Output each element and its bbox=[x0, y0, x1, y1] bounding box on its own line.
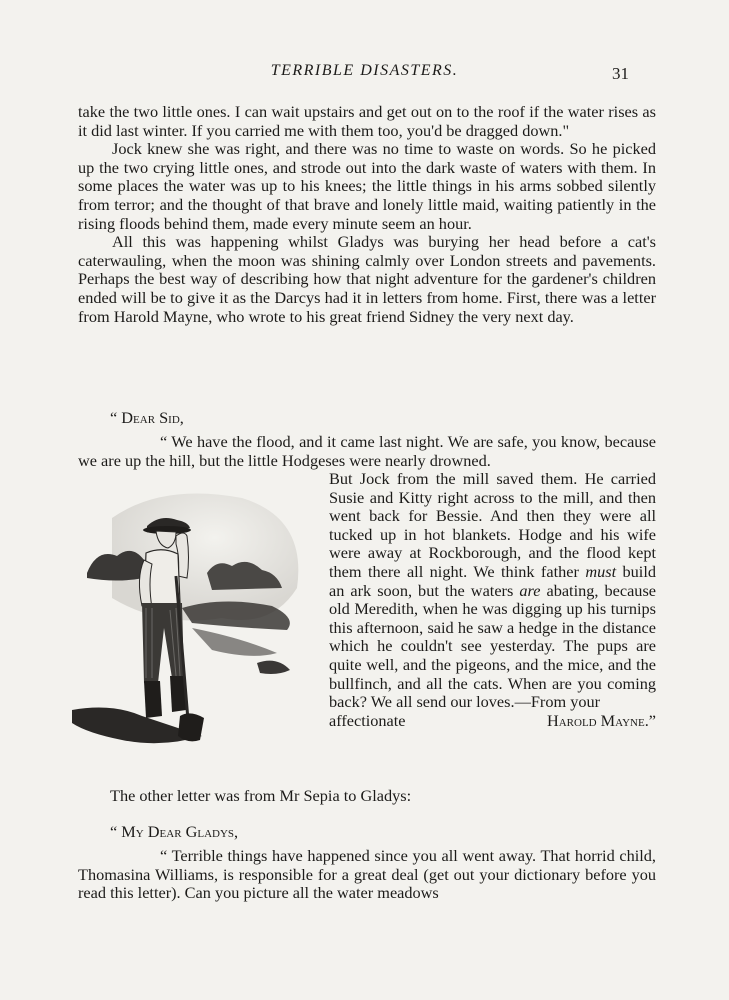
letter1-opening bbox=[78, 433, 656, 470]
letter1-signature-line bbox=[329, 712, 656, 731]
paragraph-3: All this was happening whilst Gladys was burying her head before a cat's caterwauling, when the moon was shining calmly over London streets and pavements. Perhaps the best way of describing how that night adventure for the gardener's children ended will be to give it as the Darcys had it in letters from home. First, there was a letter from Harold Mayne, who wrote to his great friend Sidney the very next day. bbox=[78, 232, 656, 326]
paragraph-2: Jock knew she was right, and there was no time to waste on words. So he picked up the two crying little ones, and strode out into the dark waste of waters with them. In some places the water was up to his knees; the little things in his arms sobbed silently from terror; and the thought of that brave and lonely little maid, waiting patiently in the rising floods behind them, made every minute seem an hour. bbox=[78, 139, 656, 233]
letter2-body-text: “ Terrible things have happened since you all went away. That horrid child, Thomasina Williams, is responsible for a great deal (get out your dictionary before you read this letter). Can you picture all the water meadows bbox=[78, 846, 656, 903]
emphasis-must: must bbox=[585, 561, 617, 581]
paragraph-1: take the two little ones. I can wait upstairs and get out on to the roof if the water rises as it did last winter. If you carried me with them too, you'd be dragged down." bbox=[78, 102, 656, 140]
bridge-sentence: The other letter was from Mr Sepia to Gladys: bbox=[110, 786, 412, 805]
letter1-column-text bbox=[329, 470, 656, 730]
man-with-spade-illustration bbox=[72, 478, 322, 760]
letter1-salutation: “ Dear Sid, bbox=[110, 408, 184, 427]
letter1-opening-text: “ We have the flood, and it came last night. We are safe, you know, because we are up the hill, but the little Hodgeses were nearly drowned. bbox=[78, 432, 656, 470]
emphasis-are: are bbox=[519, 580, 541, 600]
letter1-column-part-a: But Jock from the mill saved them. He carried Susie and Kitty right across to the mill, and then went back for Bessie. And then they were all tucked up in hot blankets. Hodge and his wife were away at Rockborough, and the flood kept them there all night. We think father bbox=[329, 469, 656, 581]
letter2-salutation: “ My Dear Gladys, bbox=[110, 822, 239, 841]
letter1-column-part-c: abating, because old Meredith, when he was digging up his turnips this afternoon, said he saw a hedge in the distance which he couldn't see yesterday. The pups are quite well, and the pigeons, and the mice, and the bullfinch, and all the cats. When are you coming back? We all send our loves.—From your bbox=[329, 580, 657, 712]
letter2-body bbox=[78, 847, 656, 903]
main-text bbox=[78, 103, 656, 326]
letter1-closing: affectionate bbox=[329, 710, 406, 730]
page-number: 31 bbox=[612, 64, 629, 83]
running-title: TERRIBLE DISASTERS. bbox=[270, 62, 459, 79]
letter1-column-part-b: build an ark soon, but the waters bbox=[329, 561, 656, 600]
letter1-signature: Harold Mayne.” bbox=[546, 710, 656, 730]
